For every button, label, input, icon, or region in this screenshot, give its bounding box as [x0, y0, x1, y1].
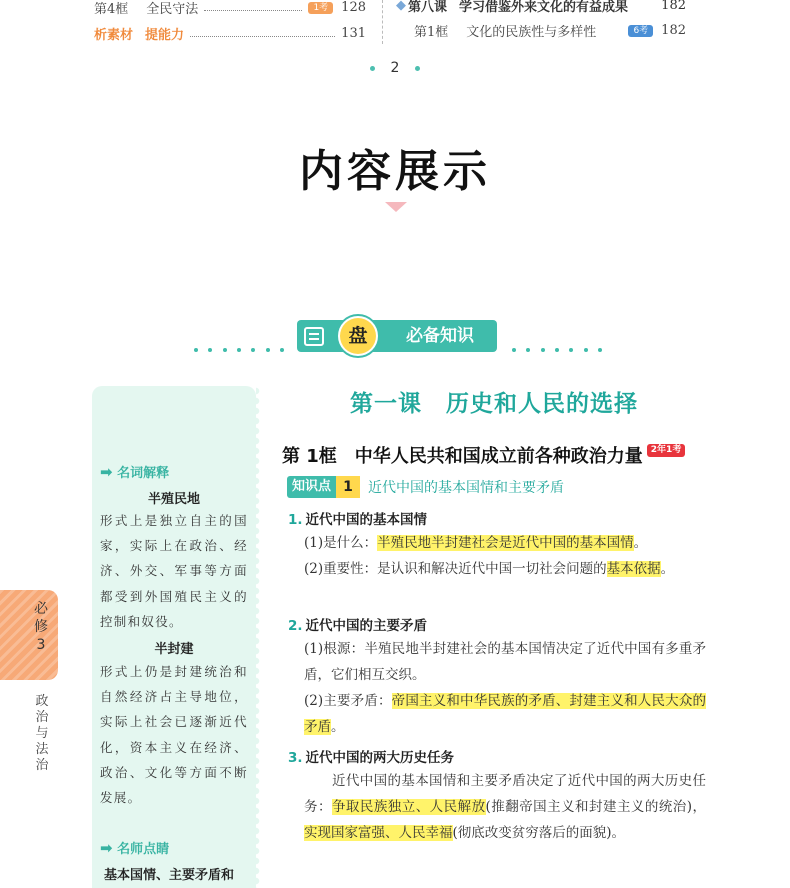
knowledge-point-title: 近代中国的基本国情和主要矛盾 [368, 480, 565, 496]
section-title: 内容展示 [299, 146, 491, 197]
knowledge-point-header [287, 476, 564, 498]
arrow-right-icon: ➡ [100, 839, 113, 857]
paragraph: (1)是什么：半殖民地半封建社会是近代中国的基本国情。 [304, 535, 648, 551]
toc-row-left-1[interactable] [94, 0, 366, 17]
toc-title: 学习借鉴外来文化的有益成果 [459, 0, 629, 15]
toc-title: 提能力 [145, 28, 185, 43]
card-scallop-edge [256, 386, 264, 888]
page-number: 2 [390, 60, 400, 76]
arrow-right-icon: ➡ [100, 463, 113, 481]
dot-icon [415, 66, 420, 71]
down-triangle-icon [385, 202, 407, 212]
dot-icon [370, 66, 375, 71]
knowledge-point-number: 1 [336, 476, 360, 498]
dot-divider-left [194, 348, 284, 352]
frame-title: 第 1框 中华人民共和国成立前各种政治力量 2年1考 [282, 442, 685, 468]
toc-label: 第1框 [414, 25, 449, 40]
diamond-icon: ◆ [396, 0, 406, 13]
dot-divider-right [512, 348, 602, 352]
paragraph: (2)重要性：是认识和解决近代中国一切社会问题的基本依据。 [304, 561, 675, 577]
toc-page: 182 [661, 0, 686, 13]
page-indicator [0, 60, 790, 76]
volume-tab-label: 必 修 3 [34, 601, 48, 653]
leader-dots [190, 36, 335, 37]
list-icon [304, 327, 324, 346]
highlight: 半殖民地半封建社会是近代中国的基本国情 [377, 535, 634, 551]
exam-count-badge: 6考 [628, 25, 653, 37]
banner-label: 必备知识 [406, 326, 474, 346]
exam-count-badge: 1考 [308, 2, 333, 14]
paragraph: (2)主要矛盾：帝国主义和中华民族的矛盾、封建主义和人民大众的矛盾。 [304, 693, 707, 735]
knowledge-point-label: 知识点 [287, 476, 336, 498]
subject-label: 政治与法治 [35, 694, 49, 773]
toc-page: 182 [661, 23, 686, 38]
tip-text: 基本国情、主要矛盾和 [104, 868, 235, 883]
term-title: 半封建 [154, 642, 194, 657]
paragraph: (1)根源：半殖民地半封建社会的基本国情决定了近代中国有多重矛盾，它们相互交织。 [304, 641, 706, 683]
leader-dots [204, 10, 302, 11]
toc-row-right-2[interactable] [414, 21, 686, 40]
toc-label: 第八课 [408, 0, 448, 15]
term-definition: 形式上仍是封建统治和自然经济占主导地位，实际上社会已逐渐近代化，资本主义在经济、政治、文化等方面不断发展。 [100, 664, 248, 806]
sidebar-heading-terms: ➡ 名词解释 [100, 463, 170, 481]
term-definition: 形式上是独立自主的国家，实际上在政治、经济、外交、军事等方面都受到外国殖民主义的控制和奴役。 [100, 513, 248, 629]
toc-row-right-1[interactable] [396, 0, 686, 15]
highlight: 基本依据 [606, 561, 661, 577]
toc-page: 128 [341, 0, 366, 15]
toc-divider [382, 0, 383, 44]
exam-frequency-badge: 2年1考 [647, 444, 686, 457]
sidebar-heading-tips: ➡ 名师点睛 [100, 839, 170, 857]
toc-title: 全民守法 [146, 2, 199, 17]
toc-row-left-2[interactable] [94, 24, 366, 43]
term-title: 半殖民地 [147, 492, 200, 507]
banner-badge-char: 盘 [340, 318, 376, 354]
highlight: 帝国主义和中华民族的矛盾、封建主义和人民大众的矛盾 [304, 693, 707, 735]
highlight: 争取民族独立、人民解放 [331, 799, 486, 815]
toc-label: 析素材 [94, 28, 134, 43]
lesson-title: 第一课 历史和人民的选择 [350, 391, 638, 417]
subheading-1: 1. 近代中国的基本国情 [288, 512, 428, 528]
toc-title: 文化的民族性与多样性 [466, 25, 597, 40]
highlight: 实现国家富强、人民幸福 [304, 825, 453, 841]
toc-page: 131 [341, 26, 366, 41]
paragraph: 近代中国的基本国情和主要矛盾决定了近代中国的两大历史任务：争取民族独立、人民解放(推翻帝国主义和封建主义的统治)，实现国家富强、人民幸福(彻底改变贫穷落后的面貌)。 [304, 773, 707, 841]
subheading-2: 2. 近代中国的主要矛盾 [288, 618, 428, 634]
toc-label: 第4框 [94, 2, 129, 17]
subheading-3: 3. 近代中国的两大历史任务 [288, 750, 455, 766]
